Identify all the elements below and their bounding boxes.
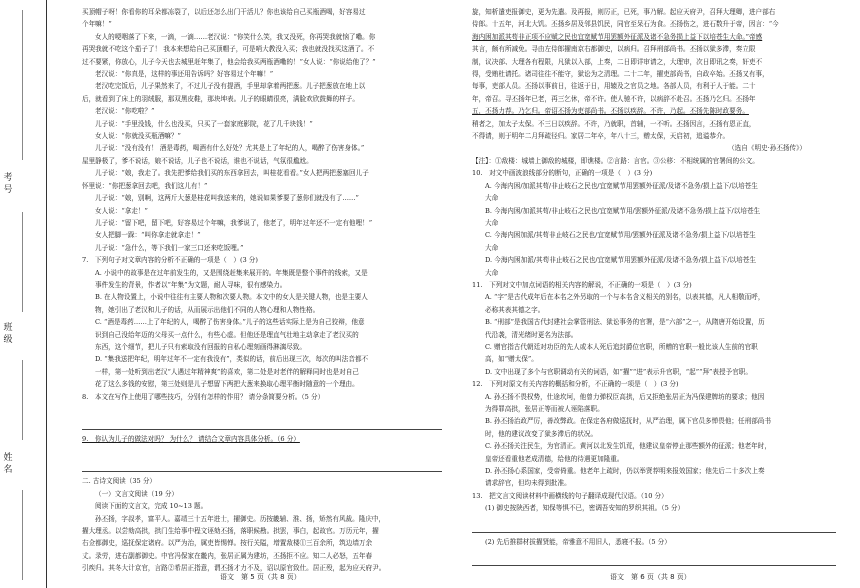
text-line: 后，就看到了床上的羽绒服，那双黑皮鞋，那块坤表。儿子的眼睛很亮，满脸欢欣鼓舞的样子。 [82,94,359,103]
passage-line: 五，丕扬力荐。乃乞归。帝诏丕扬为吏部尚书。丕扬以疾辞。不许，乃起。丕扬先陈时政要务。 [472,107,749,116]
option-line: 大命 [485,268,499,277]
subsection-heading: （一）文言文阅读（19 分） [95,489,179,498]
text-line: 儿子说：“娘，别啊，这两斤大葱是桂花叫我送来的，她说如果爹要了葱你们就没有了……” [95,194,359,203]
text-line: 儿子说：“娘，我走了。我先把爹给我们买的东西拿回去，叫桂花看看。”女人把两把葱塞回儿子 [95,169,369,178]
option-line: 物，她引出了老汉和儿子的话，从而展示出他们不同的人物心理和人物性格。 [95,305,320,314]
option-line: 花了这么多钱的安慰，第三处则是儿子想留下两把大葱来换取心理平衡时随意的一个理由。 [95,380,359,389]
option-line: 事件发生的背景，作者以“年集”为文题，耐人寻味，很有感染力。 [95,280,287,289]
question-13: 13. 把文言文阅读材料中画横线的句子翻译成现代汉语。（10 分） [472,491,668,500]
option-line: 大命 [485,243,499,252]
option-line: 必称其表其德之字。 [485,305,545,314]
right-column [472,6,836,569]
text-line: 买顶帽子呀！你看你的耳朵都冻裂了，以后还怎么出门干活儿？你也该给自己买瓶酒喝，好容易过 [82,8,366,16]
text-line: 屋里静极了，爹不说话，娘不说话，儿子也不说话，谁也不说话，气氛很尴尬。 [82,156,313,165]
source-citation: （选自《明史·孙丕扬传》） [728,144,806,153]
option-line: B. 孙丕扬治政严厉，善改弊政。在保定各府做巡抚时，从严治理，属下官员多惮畏他；任刑部尚书 [485,417,771,426]
text-line: 儿子说：“留下吧，留下吧，好容易过个年嘛，我爹说了，他老了，明年过年还不一定有他哩！” [95,218,373,227]
subquestion: (2) 先后推群材拔擢贤能，帝雅意不用旧人，悉寝不报。（5 分） [485,537,671,546]
passage-line: 右佥都御史，巡抚保定诸府。以严为治，属吏皆惕惮。按行关隘，增置敌楼①三百余所，筑边墙万余 [82,539,373,548]
name-label: 姓名 [3,453,13,475]
option-line: D. 孙丕扬心系国家，受帝倚重。他老年上疏时，仍以举贤荐明来报效国家；他先后二十多次上奏 [485,467,765,476]
answer-space [82,445,442,467]
question-8: 8. 本文在写作上使用了哪些技巧，分别有怎样的作用？ 请分条简要分析。（5 分） [82,392,325,401]
text-line: 女人说：“你就没买瓶酒嘛？” [95,132,181,141]
exam-number-label: 考号 [3,173,13,195]
divider [472,565,836,566]
question-7: 7. 下列句子对文章内容的分析不正确的一项是（ ）(3 分) [82,256,258,265]
text-line: 女人把脚一跺：“叫你拿走就拿走！” [95,231,201,240]
option-line: 高，如“赠太保”。 [485,355,538,364]
footnote: 【注】：①敌楼：城墙上御敌的城楼，即谯楼。②言路：言官。③公移：不相统属的官署间的公文。 [472,156,759,165]
passage-line: 孙丕扬，字叔孝，富平人。嘉靖三十五年进士，擢御史。历按畿辅、淮、扬，矫然有风裁。隆庆中， [95,514,386,523]
passage-line: 旋，知析遣吏报御史，更为先遣。及再报，则厉正，已死，事乃解。起应天府尹，召拜大理卿，进户部右 [472,8,776,16]
divider [472,532,836,533]
subquestion: (1) 御史按陕西者，知保等惧不已，密调吾安知的罗织其祖。（5 分） [485,504,685,513]
text-line: 女人说：“拿走！” [95,206,148,215]
option-line: 皇帝还看重他老成清德，给他的待遇更加隆重。 [485,454,624,463]
answer-space [472,548,836,561]
text-line: 老汉说：“你真是，这样的事还用告诉吗？好容易过个年嘛！” [95,70,274,79]
option-line: A. 今海内困/加派其苟/非止岐石之民也/宜宽赋节用罢额外征派/及诸不急务/损上益下/以培苍生 [485,181,758,190]
page-footer-right: 语文 第 6 页（共 8 页） [610,573,691,581]
passage-line: 稍者之，加太子太保。不三日以疾辞。不许，乃就职，首辅，一不听。丕扬因言，丕扬有恩正直， [472,119,756,128]
option-line: 识到自己没给年迈的父母买一点什么，有些心虚。但他还是理直气壮地主动拿走了老汉买的 [95,330,359,339]
text-line: 儿子说：“急什么，等下我们一家三口还来吃饭哩。” [95,243,244,252]
passage-line: 得，受贿杜请托。诸司往往不能守，狱讼为之清理。二十二年，擢吏部尚书，自政卒始。丕扬又有事， [472,70,769,79]
page-footer-left: 语文 第 5 页（共 8 页） [220,573,301,581]
option-line: 大命 [485,194,499,203]
text-line: 个年嘛！” [82,20,112,29]
option-line: D. “集我送把年纪，明年过年不一定有我没有”，类似的话，前后出现三次，每次的叫法音都不 [95,355,369,364]
margin-rule [22,490,23,580]
text-line: 怀里说：“你把葱拿回去吧，我们这儿有！” [82,181,208,190]
divider [82,429,442,430]
answer-space [472,515,836,528]
option-line: 代沿袭，清光绪时更名为法部。 [485,330,578,339]
option-line: D. 今海内困加派/其苟非止岐石之民也/宜宽赋节用罢额外征派/及诸不急务/损上益下/以培苍生 [485,256,756,265]
text-line: 老汉吃完饭后，儿子果然来了，不过儿子没有提酒，手里却拿着两把葱。儿子把葱放在地上以 [95,82,366,91]
option-line: A. 孙丕扬不畏权势，仕途坎坷，他曾力弹权臣高拱，后又拒绝张居正为冯保建牌坊的要求；他因 [485,392,765,401]
question-9: 9. 你认为儿子的做法对吗？ 为什么？ 请结合文章内容具体分析。（6 分） [82,435,300,443]
passage-line: 其言，颇有所减免。寻由左侍郎擢南京右都御史，以病归。召拜刑部尚书。丕扬以狱多滞，奏立限 [472,45,756,54]
left-column [82,6,442,575]
passage-line: 海内困加派其苟非正项不应赋之民也宜宽赋节用罢额外征派及诸不急务损上益下以培苍生大命。”帝感 [472,32,763,41]
text-line: 女人的哽咽落了下来，一滴，一滴……老汉说：“你笑什么笑，我又没死，你再哭我就恼了嘞。你 [95,32,376,41]
divider [82,471,442,472]
question-10: 10. 对文中画波浪线部分的断句，正确的一项是（ ）(3 分) [472,169,653,178]
section-heading: 二. 古诗文阅读（35 分） [82,477,157,486]
answer-space [82,403,442,425]
passage-line: 引疾归。其冬大计京官，言路②希居正指意，谓丕扬才力不及，诏以原官致仕。居正殁，起为应天府尹。 [82,564,386,573]
option-line: 请求辞官，但均未得到批准。 [485,479,571,488]
text-line: 儿子说：“手里没钱，什么也没买，只买了一套家庭影院，花了几千块钱！” [95,119,313,128]
option-line: A. “字”是古代成年后在本名之外另取的一个与本名含义相关的别名，以表其德，凡人相敬而呼， [485,293,765,302]
question-11: 11. 下列对文中加点词语的相关内容的解说，不正确的一项是（ ）(3 分) [472,280,692,289]
option-line: 一样，第一处听到出老汉“人遇过年精神爽”的喜欢，第二处是对老伴的解释同时也是对自己 [95,367,359,376]
instruction: 阅读下面的文言文，完成 10~13 题。 [95,502,208,511]
option-line: C. 赠官指古代朝廷对功臣的先人或本人死后追封爵位官职，所赠的官职一般比该人生前的官职 [485,342,758,351]
passage-line: 侍郎。十五年，河北大饥。丕扬乡居及邻县饥民，同官至呆石为食。丕扬伤之，进石数升于帝，因言：“今 [472,20,779,29]
option-line: B. 在人物设置上，小说中往往有主要人物和次要人物。本文中的女人是关键人物，也是主要人 [95,293,368,302]
option-line: C. 今海内困加派/其苟非止岐石之民也/宜宽赋节用/罢额外征派及诸不急务/损上益下/以培苍生 [485,231,756,240]
binding-line [46,0,47,588]
option-line: B. “刑部”是我国古代封建社会掌管刑法、狱讼事务的官署，是“六部”之一，从隋唐开始设置，历 [485,318,765,327]
passage-line: 制，议决部、大理各有程限，凡狱以入部，上奏，二日即详审请之，大理审，次日即讯之奏，奸吏不 [472,57,763,66]
text-line: 老汉说：“你吃啦？” [95,107,155,116]
margin-rule [22,360,23,440]
option-line: 大命 [485,218,499,227]
margin-rule [22,212,23,312]
binding-margin [0,0,60,588]
option-line: C. 孙丕扬关注民生，为官清正。黄河以北发生饥荒，他建议皇帝停止那些额外的征派；他老年时， [485,442,771,451]
option-line: 为得罪高拱，张居正等而被人诬陷落职。 [485,405,604,413]
option-line: A. 小说中的故事是在过年前发生的，又是围绕赶集来展开的。年集既是整个事件的线索，又是 [95,268,368,277]
passage-line: 不得请，则于明年二月拜疏径归。家居二年卒，年八十三，赠太保，天启初，追谥恭介。 [472,132,730,141]
option-line: C. “酒是毒药……上了年纪的人，喝醉了伤害身体。”儿子的这些话实际上是为自己狡辩，他意 [95,318,365,327]
passage-line: 每事，吏部人员。丕扬以事前日，往返于日，用辕及之官员之地。各部人员，有利于人于能。二十 [472,82,756,91]
passage-line: 丈。录劳，进右副都御史。中官冯保家在畿内，张居正属为建坊，丕扬拒不应。知二人必怒，五年春 [82,551,373,560]
text-line: 儿子说：“没有没有！ 酒是毒药，喝酒有什么好处？尤其是上了年纪的人，喝醉了伤害身体。” [95,144,365,153]
option-line: 时，他的建议改变了狱多滞后的状况。 [485,429,598,438]
option-line: D. 文中出现了多个与官职调动有关的词语，如“擢”“进”表示升官职，“起”“拜”表授予官职。 [485,367,752,376]
passage-line: 擢大理丞。以尝劾高拱，拱门生给事中程文诬劾丕扬，落职候勘。拱罢，事白，起故官。万历元年，擢 [82,527,379,536]
option-line: 东西，这个细节，把儿子只有索取没有回报的自私心理刻画得淋漓尽致。 [95,342,306,351]
class-label: 班级 [3,323,13,345]
passage-line: 年，帝召。寻丕扬年已老，再三乞休，帝不许。使人驰不许，以病辞不赴召。丕扬乃乞归。丕扬年 [472,94,756,103]
margin-rule [22,10,23,160]
text-line: 再哭我就不吃这个茄子了！ 我本来想给自己买顶帽子，可是哨大教没入买；我也就没找买这酒了。不 [82,45,375,54]
text-line: 过不要紧，你放心，儿子今天也去城里赶年集了，他会给我买两瓶酒嘞的！”女人说：“你说给他了？” [82,57,376,66]
option-line: B. 今海内困/加派其苟/非止岐石之民也/宜宽赋节用/罢额外征派/及诸不急务/损上益下/以培苍生 [485,206,761,215]
question-12: 12. 下列对原文有关内容的概括和分析，不正确的一项是（ ）(3 分) [472,380,679,389]
